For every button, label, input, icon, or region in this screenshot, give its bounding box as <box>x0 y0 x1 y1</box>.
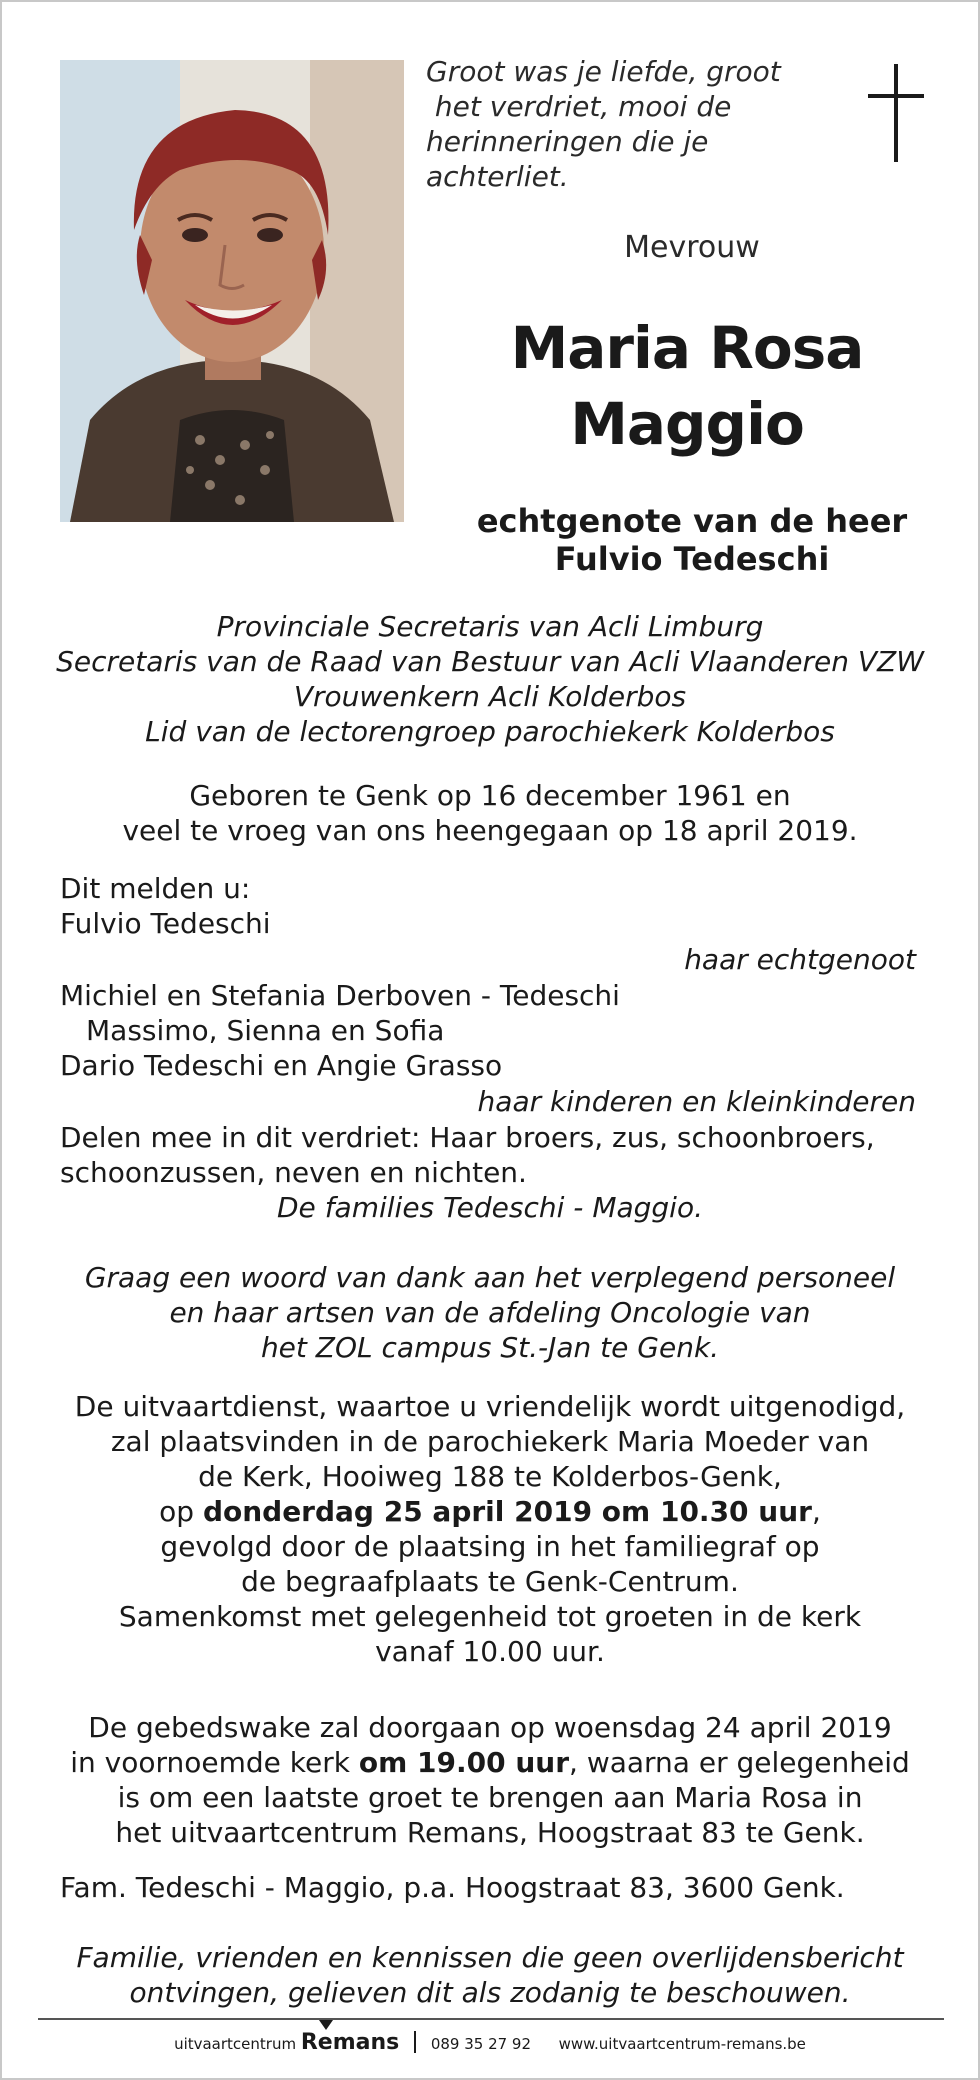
funeral-date-line <box>2 1494 978 1529</box>
footer-website: www.uitvaartcentrum-remans.be <box>558 2035 806 2053</box>
thanks-block <box>2 1260 978 1365</box>
closing-line: ontvingen, gelieven dit als zodanig te beschouwen. <box>129 1976 851 2009</box>
footer-phone: 089 35 27 92 <box>430 2035 532 2053</box>
wake-time-suffix: , waarna er gelegenheid <box>569 1746 910 1779</box>
spouse-line-2: Fulvio Tedeschi <box>554 540 830 578</box>
born-line: Geboren te Genk op 16 december 1961 en <box>189 779 791 812</box>
footer-divider <box>38 2018 944 2020</box>
born-block <box>2 778 978 848</box>
funeral-line: vanaf 10.00 uur. <box>375 1635 605 1668</box>
funeral-line: De uitvaartdienst, waartoe u vriendelijk wordt uitgenodigd, <box>74 1390 906 1423</box>
footer-brand-logo: Remans <box>300 2030 400 2055</box>
husband-name: Fulvio Tedeschi <box>60 907 271 940</box>
quote-line: herinneringen die je <box>426 125 709 158</box>
share-line: Delen mee in dit verdriet: Haar broers, zus, schoonbroers, <box>60 1121 875 1154</box>
wake-time: om 19.00 uur <box>358 1746 570 1779</box>
name-line-2: Maggio <box>570 390 804 458</box>
role-line: Secretaris van de Raad van Bestuur van Acli Vlaanderen VZW <box>56 645 924 678</box>
wake-line: het uitvaartcentrum Remans, Hoogstraat 83 te Genk. <box>115 1816 865 1849</box>
announce-intro: Dit melden u: <box>60 872 251 905</box>
funeral-date: donderdag 25 april 2019 om 10.30 uur <box>202 1495 812 1528</box>
honorific: Mevrouw <box>624 230 760 265</box>
funeral-date-suffix: , <box>811 1495 821 1528</box>
wake-time-line <box>2 1745 978 1780</box>
wake-line: De gebedswake zal doorgaan op woensdag 24 april 2019 <box>88 1711 892 1744</box>
family-address: Fam. Tedeschi - Maggio, p.a. Hoogstraat 83, 3600 Genk. <box>60 1871 845 1904</box>
spouse-info <box>442 502 942 578</box>
quote-line: het verdriet, mooi de <box>426 90 732 123</box>
funeral-line: de begraafplaats te Genk-Centrum. <box>241 1565 739 1598</box>
triangle-marker-icon <box>319 2020 333 2030</box>
child-line: Dario Tedeschi en Angie Grasso <box>60 1049 503 1082</box>
roles-block <box>2 609 978 749</box>
cross-icon <box>868 64 924 162</box>
footer <box>2 2030 978 2055</box>
funeral-block <box>2 1389 978 1669</box>
deceased-name <box>472 310 902 462</box>
share-line: schoonzussen, neven en nichten. <box>60 1156 527 1189</box>
portrait-photo <box>60 60 404 522</box>
wake-time-prefix: in voornoemde kerk <box>70 1746 359 1779</box>
footer-brand-small: uitvaartcentrum <box>174 2035 297 2053</box>
quote-line: Groot was je liefde, groot <box>426 55 781 88</box>
child-line: Michiel en Stefania Derboven - Tedeschi <box>60 979 620 1012</box>
funeral-line: gevolgd door de plaatsing in het familiegraf op <box>160 1530 820 1563</box>
funeral-line: Samenkomst met gelegenheid tot groeten in de kerk <box>118 1600 862 1633</box>
thanks-line: het ZOL campus St.-Jan te Genk. <box>260 1331 720 1364</box>
spouse-line-1: echtgenote van de heer <box>476 502 908 540</box>
wake-block <box>2 1710 978 1850</box>
children-role: haar kinderen en kleinkinderen <box>477 1085 916 1118</box>
funeral-line: de Kerk, Hooiweg 188 te Kolderbos-Genk, <box>198 1460 782 1493</box>
funeral-date-prefix: op <box>159 1495 203 1528</box>
role-line: Lid van de lectorengroep parochiekerk Kolderbos <box>145 715 835 748</box>
footer-separator <box>414 2031 416 2053</box>
thanks-line: en haar artsen van de afdeling Oncologie van <box>169 1296 811 1329</box>
role-line: Vrouwenkern Acli Kolderbos <box>293 680 687 713</box>
thanks-line: Graag een woord van dank aan het verplegend personeel <box>84 1261 896 1294</box>
born-line: veel te vroeg van ons heengegaan op 18 april 2019. <box>122 814 858 847</box>
husband-role: haar echtgenoot <box>684 943 916 976</box>
grandchildren-line: Massimo, Sienna en Sofia <box>86 1014 445 1047</box>
name-line-1: Maria Rosa <box>510 314 864 382</box>
wake-line: is om een laatste groet te brengen aan Maria Rosa in <box>117 1781 863 1814</box>
role-line: Provinciale Secretaris van Acli Limburg <box>216 610 764 643</box>
quote <box>426 54 806 194</box>
funeral-line: zal plaatsvinden in de parochiekerk Maria Moeder van <box>110 1425 870 1458</box>
families-signature: De families Tedeschi - Maggio. <box>277 1191 703 1224</box>
quote-line: achterliet. <box>426 160 569 193</box>
closing-line: Familie, vrienden en kennissen die geen overlijdensbericht <box>76 1941 904 1974</box>
closing-block <box>2 1940 978 2010</box>
